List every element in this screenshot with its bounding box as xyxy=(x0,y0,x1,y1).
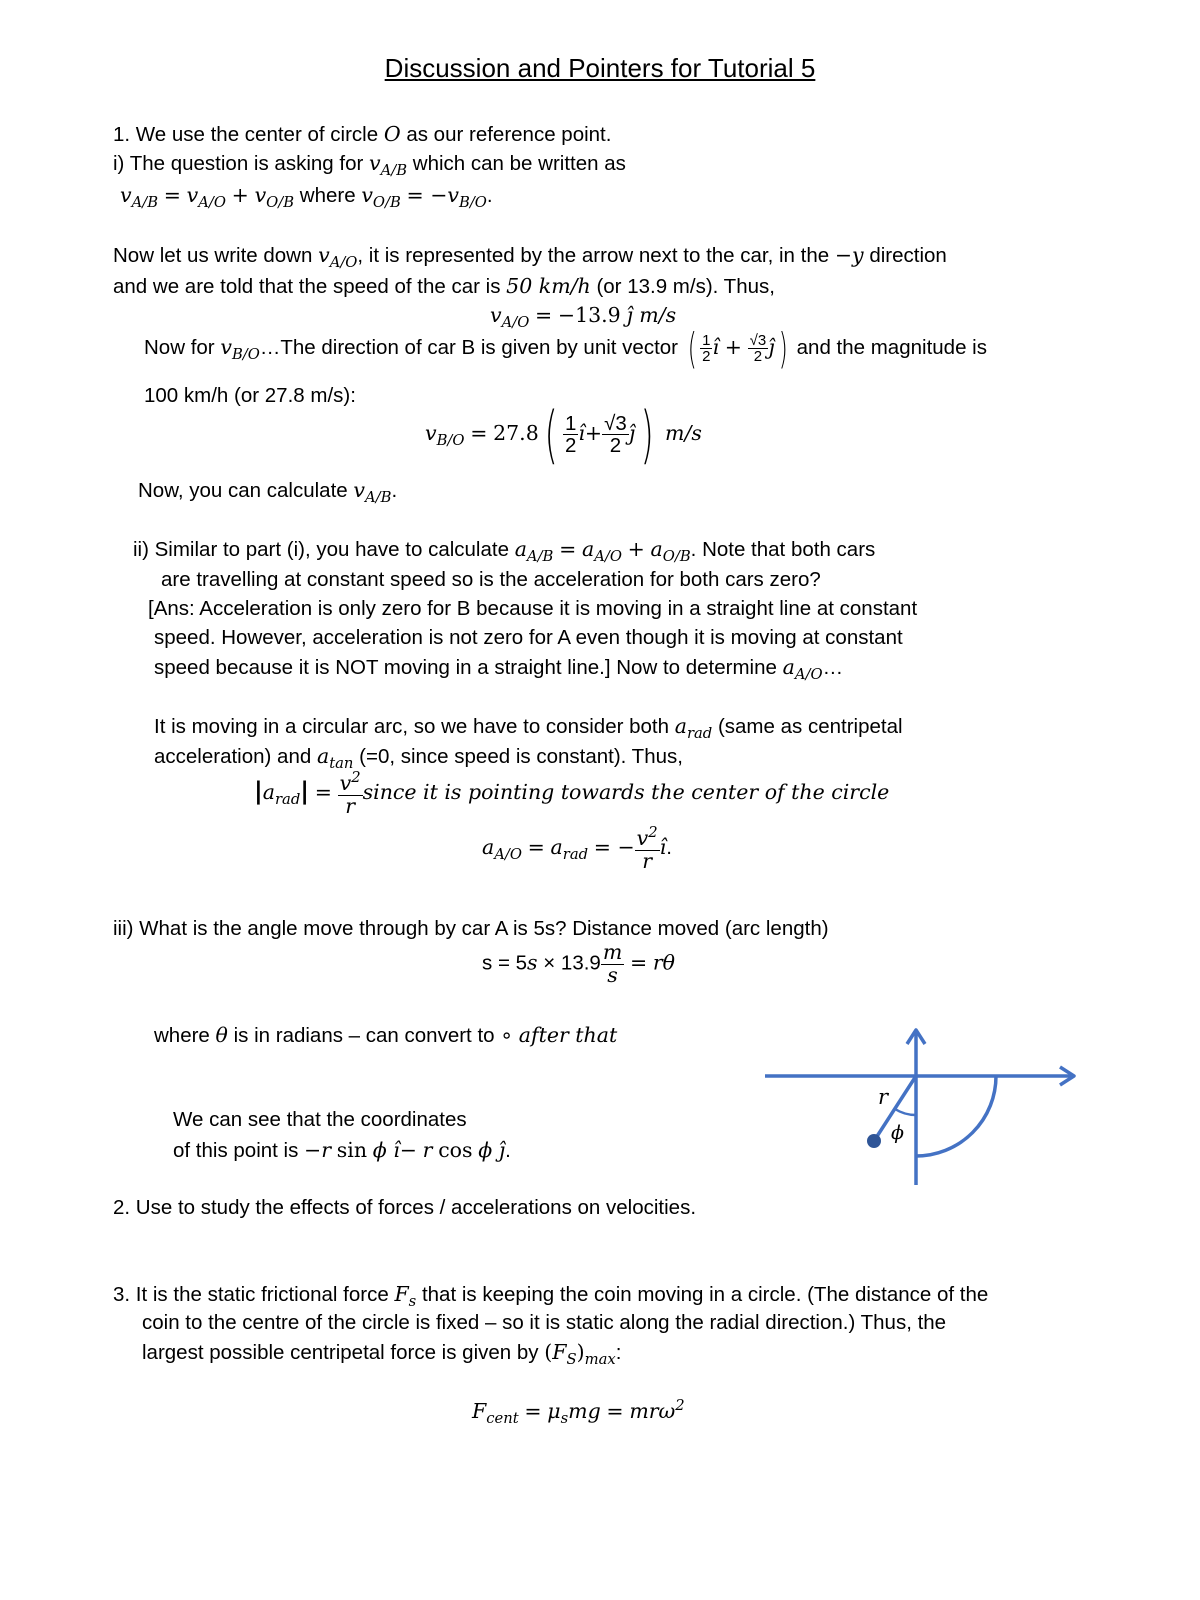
vBO-direction-line: Now for $v_{B/O}\dots The$ direction of car B is given by unit vector ( $\frac{1}{2}$ î + $\frac{√3}{2}$ ĵ) and the magnitude is xyxy=(144,324,987,373)
q1-part-ii: ii) Similar to part (i), you have to calculate $a_{A/B} = a_{A/O} + a_{O/B}$. Note that both cars xyxy=(133,537,876,566)
q1-intro: 1. We use the center of circle O as our reference point. xyxy=(113,122,612,146)
centripetal-force-equation: $F_{cent} = \mu_smg = mr\omega^2$ xyxy=(472,1397,685,1428)
circular-arc-line-2: acceleration) and $a_{tan}$ (=0, since speed is constant). Thus, xyxy=(154,744,683,773)
answer-line-3: speed because it is NOT moving in a straight line.] Now to determine $a_{A/O}\dots$ xyxy=(154,655,844,684)
calculate-vAB-line: Now, you can calculate $v_{A/B}$. xyxy=(138,478,398,507)
coordinates-line-2: of this point is −r sin ϕ î− r cos ϕ ĵ. xyxy=(173,1138,511,1162)
q3-line-1: 3. It is the static frictional force $F_s$ that is keeping the coin moving in a circle. (The distance of the xyxy=(113,1282,989,1311)
arad-magnitude-equation: $|a_{rad}|$ = $\frac{v^2}{r}$ since it is pointing towards the center of the circle xyxy=(254,769,890,818)
q2-line: 2. Use to study the effects of forces / accelerations on velocities. xyxy=(113,1196,697,1219)
car-point xyxy=(867,1134,881,1148)
page-title: Discussion and Pointers for Tutorial 5 xyxy=(384,53,816,83)
q1-part-iii: iii) What is the angle move through by car A is 5s? Distance moved (arc length) xyxy=(113,917,829,940)
now-write-down-line: Now let us write down $v_{A/O}$, it is represented by the arrow next to the car, in the −y direction xyxy=(113,243,947,272)
arc-length-equation: s = 5s × 13.9 $\frac{m}{s}$ = rθ xyxy=(482,940,676,987)
phi-label: ϕ xyxy=(891,1122,904,1144)
ii-question-line: are travelling at constant speed so is the acceleration for both cars zero? xyxy=(161,568,821,591)
where-theta-line: where θ is in radians – can convert to ∘ after that xyxy=(154,1023,618,1047)
coordinates-line-1: We can see that the coordinates xyxy=(173,1108,467,1131)
vAO-equation: $v_{A/O} = -13.9$ ĵ m/s xyxy=(490,303,677,332)
answer-line-1: [Ans: Acceleration is only zero for B because it is moving in a straight line at constant xyxy=(148,597,918,620)
quarter-arc xyxy=(916,1076,996,1156)
answer-line-2: speed. However, acceleration is not zero for A even though it is moving at constant xyxy=(154,626,903,649)
circle-coordinate-diagram xyxy=(760,1020,1090,1190)
vBO-equation: $v_{B/O} = 27.8$( $\frac{1}{2}$ î+ $\frac{√3}{2}$ ĵ) m/s xyxy=(425,398,702,471)
phi-angle-arc xyxy=(895,1109,916,1115)
vBO-magnitude-line: 100 km/h (or 27.8 m/s): xyxy=(144,384,356,407)
relative-velocity-equation: $v_{A/B} = v_{A/O} + v_{O/B}$ where $v_{O/B} = -v_{B/O}$. xyxy=(120,183,493,212)
q3-line-3: largest possible centripetal force is given by $(F_S)_{max}$: xyxy=(142,1340,622,1369)
aAO-equation: $a_{A/O} = a_{rad}$ = − $\frac{v^2}{r}$ î. xyxy=(482,824,672,873)
q3-line-2: coin to the centre of the circle is fixed – so it is static along the radial direction.) Thus, the xyxy=(142,1311,947,1334)
radius-label: r xyxy=(878,1085,889,1109)
speed-line: and we are told that the speed of the car is 50 km/h (or 13.9 m/s). Thus, xyxy=(113,274,775,298)
q1-part-i: i) The question is asking for $v_{A/B}$ which can be written as xyxy=(113,151,626,180)
circular-arc-line-1: It is moving in a circular arc, so we have to consider both $a_{rad}$ (same as centripetal xyxy=(154,714,903,743)
